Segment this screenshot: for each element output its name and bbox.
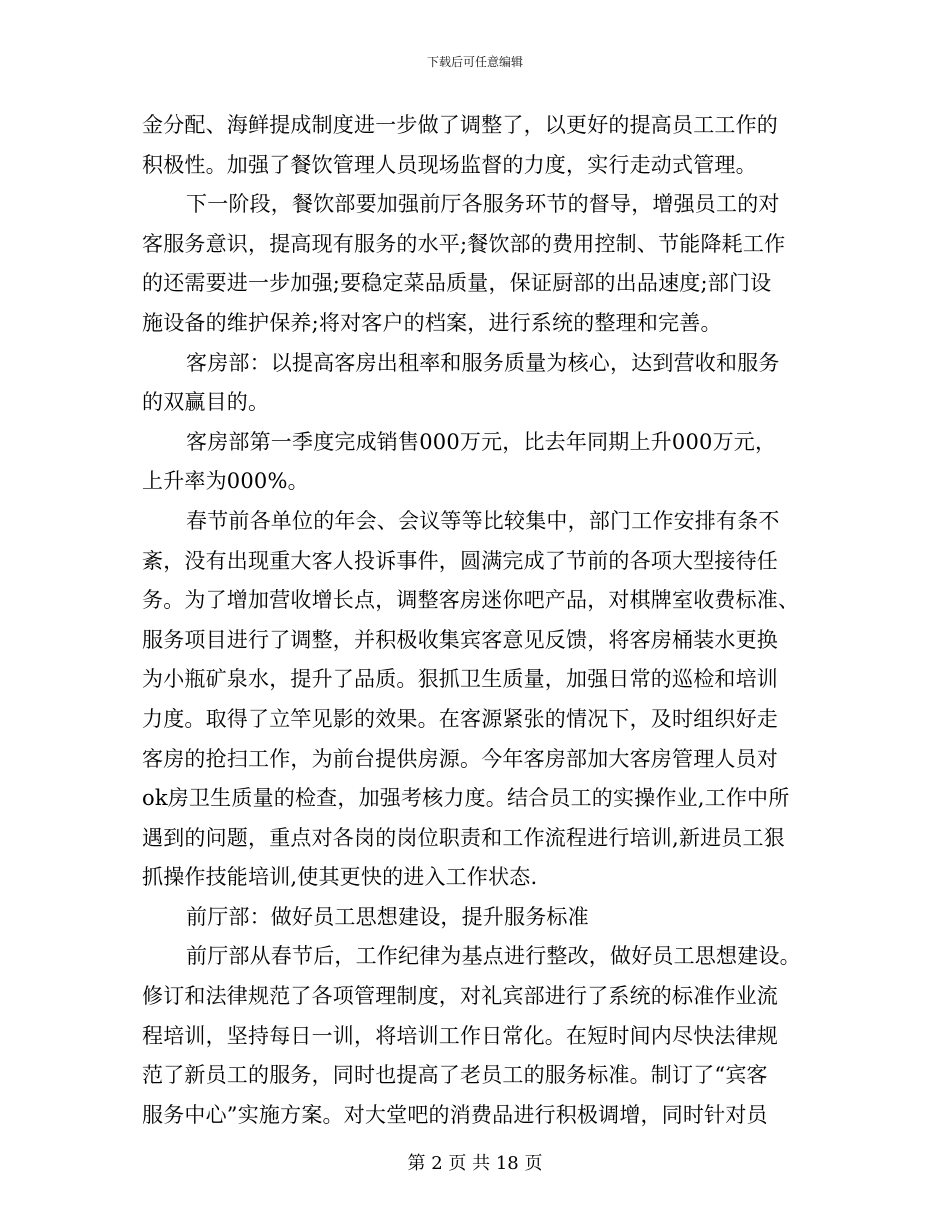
section-heading-housekeeping: 客房部：以提高客房出租率和服务质量为核心，达到营收和服务 (186, 350, 780, 375)
text-line: 服务中心”实施方案。对大堂吧的消费品进行积极调增，同时针对员 (142, 1102, 768, 1127)
paragraph-start-line: 下一阶段，餐饮部要加强前厅各服务环节的督导，增强员工的对 (186, 192, 780, 217)
paragraph-start-line: 前厅部从春节后，工作纪律为基点进行整改，做好员工思想建设。 (186, 944, 801, 969)
text-line: 客服务意识，提高现有服务的水平;餐饮部的费用控制、节能降耗工作 (142, 231, 786, 256)
text-line: 紊，没有出现重大客人投诉事件，圆满完成了节前的各项大型接待任 (142, 548, 778, 573)
page-number: 第 2 页 共 18 页 (407, 1153, 543, 1174)
text-line: 范了新员工的服务，同时也提高了老员工的服务标准。制订了“宾客 (142, 1063, 768, 1088)
text-line: 修订和法律规范了各项管理制度，对礼宾部进行了系统的标准作业流 (142, 984, 778, 1009)
text-line: 积极性。加强了餐饮管理人员现场监督的力度，实行走动式管理。 (142, 152, 757, 177)
text-line: 遇到的问题，重点对各岗的岗位职责和工作流程进行培训,新进员工狠 (142, 825, 785, 850)
paragraph-start-line: 客房部第一季度完成销售000万元，比去年同期上升000万元， (186, 429, 777, 454)
text-line: 服务项目进行了调整，并积极收集宾客意见反馈，将客房桶装水更换 (142, 627, 778, 652)
document-body (142, 106, 814, 1135)
paragraph-start-line: 春节前各单位的年会、会议等等比较集中，部门工作安排有条不 (186, 508, 780, 533)
text-line: 金分配、海鲜提成制度进一步做了调整了，以更好的提高员工工作的 (142, 113, 778, 137)
text-line: 上升率为000%。 (142, 469, 309, 494)
header-note: 下载后可任意编辑 (426, 55, 523, 69)
text-line: 抓操作技能培训,使其更快的进入工作状态. (142, 865, 538, 890)
section-heading-front-office: 前厅部：做好员工思想建设，提升服务标准 (186, 904, 589, 929)
text-line: 力度。取得了立竿见影的效果。在客源紧张的情况下，及时组织好走 (142, 706, 778, 731)
text-line: 施设备的维护保养;将对客户的档案，进行系统的整理和完善。 (142, 310, 722, 335)
text-line: 客房的抢扫工作，为前台提供房源。今年客房部加大客房管理人员对 (142, 746, 778, 771)
text-line: 的双赢目的。 (142, 390, 270, 415)
text-line: 程培训，坚持每日一训，将培训工作日常化。在短时间内尽快法律规 (142, 1023, 778, 1048)
text-line: 为小瓶矿泉水，提升了品质。狠抓卫生质量，加强日常的巡检和培训 (142, 667, 778, 692)
text-line: ok房卫生质量的检查，加强考核力度。结合员工的实操作业,工作中所 (142, 786, 790, 811)
text-line: 务。为了增加营收增长点，调整客房迷你吧产品，对棋牌室收费标准、 (142, 588, 800, 613)
text-line: 的还需要进一步加强;要稳定菜品质量，保证厨部的出品速度;部门设 (142, 271, 772, 296)
